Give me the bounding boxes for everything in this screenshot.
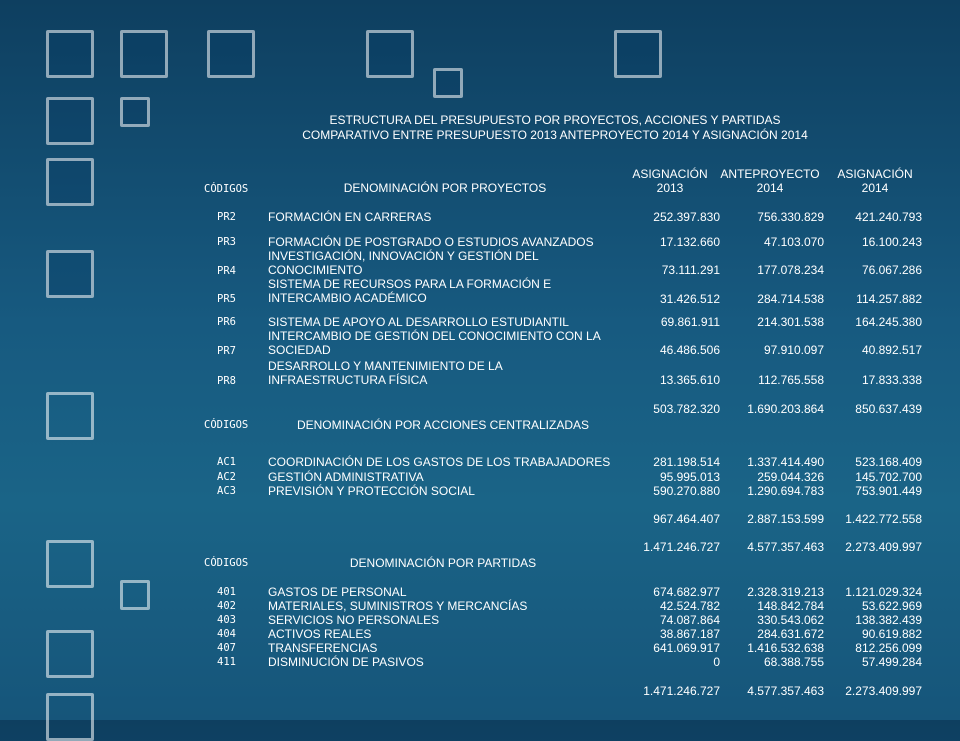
row-value-2013: 69.861.911 xyxy=(660,315,720,329)
row-value-anteproyecto: 756.330.829 xyxy=(757,210,824,224)
row-code: AC1 xyxy=(217,456,236,468)
row-value-2014: 16.100.243 xyxy=(861,235,922,249)
codigos-header: CÓDIGOS xyxy=(204,419,249,431)
row-code: 407 xyxy=(217,642,236,654)
row-value-anteproyecto: 330.543.062 xyxy=(757,613,824,627)
row-value-anteproyecto: 112.765.558 xyxy=(758,373,824,387)
row-code: PR3 xyxy=(217,236,236,248)
row-value-2014: 523.168.409 xyxy=(855,455,922,469)
row-value-2013: 641.069.917 xyxy=(653,641,720,655)
row-code: PR4 xyxy=(217,265,236,277)
row-code: PR8 xyxy=(217,375,236,387)
col3-header-line2: 2014 xyxy=(861,181,889,195)
projects-total-anteproyecto: 1.690.203.864 xyxy=(747,402,824,416)
section-items-header: DENOMINACIÓN POR PARTIDAS xyxy=(349,556,537,570)
row-value-2014: 57.499.284 xyxy=(861,655,922,669)
row-code: 402 xyxy=(217,600,236,612)
row-value-anteproyecto: 1.337.414.490 xyxy=(747,455,824,469)
row-value-2014: 1.121.029.324 xyxy=(845,585,922,599)
row-code: PR2 xyxy=(217,211,236,223)
projects-total-2013: 503.782.320 xyxy=(653,402,720,416)
row-name: COORDINACIÓN DE LOS GASTOS DE LOS TRABAJADORES xyxy=(268,455,611,469)
row-value-anteproyecto: 148.842.784 xyxy=(757,599,824,613)
decorative-square xyxy=(46,158,94,206)
row-name: SERVICIOS NO PERSONALES xyxy=(268,613,440,627)
row-value-anteproyecto: 284.631.672 xyxy=(757,627,824,641)
row-value-2013: 31.426.512 xyxy=(659,292,720,306)
row-value-2014: 421.240.793 xyxy=(855,210,922,224)
row-value-anteproyecto: 214.301.538 xyxy=(757,315,824,329)
row-code: PR5 xyxy=(217,293,236,305)
row-value-2013: 590.270.880 xyxy=(653,484,720,498)
decorative-square xyxy=(120,30,168,78)
row-value-2013: 281.198.514 xyxy=(653,455,720,469)
row-value-2013: 95.995.013 xyxy=(659,470,720,484)
decorative-square xyxy=(46,250,94,298)
col1-header-line1: ASIGNACIÓN xyxy=(632,167,708,181)
decorative-square xyxy=(433,68,463,98)
row-code: AC3 xyxy=(217,485,236,497)
row-name: PREVISIÓN Y PROTECCIÓN SOCIAL xyxy=(268,484,475,498)
decorative-square xyxy=(46,693,94,741)
row-value-2014: 53.622.969 xyxy=(861,599,922,613)
row-name: ACTIVOS REALES xyxy=(268,627,372,641)
decorative-square xyxy=(120,580,150,610)
row-name: TRANSFERENCIAS xyxy=(268,641,378,655)
row-value-anteproyecto: 47.103.070 xyxy=(763,235,824,249)
row-value-anteproyecto: 97.910.097 xyxy=(763,343,824,357)
title-line-1: ESTRUCTURA DEL PRESUPUESTO POR PROYECTOS, ACCIONES Y PARTIDAS xyxy=(329,113,781,127)
section-projects-header: DENOMINACIÓN POR PROYECTOS xyxy=(343,181,547,195)
row-name: MATERIALES, SUMINISTROS Y MERCANCÍAS xyxy=(268,599,528,613)
row-value-2013: 252.397.830 xyxy=(653,210,720,224)
row-value-2014: 17.833.338 xyxy=(861,373,922,387)
row-value-2014: 114.257.882 xyxy=(856,292,922,306)
grand-total-anteproyecto: 4.577.357.463 xyxy=(747,540,824,554)
codigos-header: CÓDIGOS xyxy=(204,183,249,195)
decorative-square xyxy=(366,30,414,78)
row-code: 401 xyxy=(217,586,236,598)
col2-header-line2: 2014 xyxy=(756,181,784,195)
row-name: SISTEMA DE RECURSOS PARA LA FORMACIÓN E INTERCAMBIO ACADÉMICO xyxy=(268,277,552,305)
section-actions-header: DENOMINACIÓN POR ACCIONES CENTRALIZADAS xyxy=(296,418,590,432)
row-value-2014: 90.619.882 xyxy=(861,627,922,641)
row-value-2013: 38.867.187 xyxy=(659,627,720,641)
row-code: 404 xyxy=(217,628,236,640)
title-line-2: COMPARATIVO ENTRE PRESUPUESTO 2013 ANTEPROYECTO 2014 Y ASIGNACIÓN 2014 xyxy=(302,128,808,142)
row-value-2013: 73.111.291 xyxy=(661,263,720,277)
row-code: AC2 xyxy=(217,471,236,483)
actions-total-2014: 1.422.772.558 xyxy=(845,512,922,526)
row-value-2013: 674.682.977 xyxy=(653,585,720,599)
row-code: PR6 xyxy=(217,316,236,328)
col3-header-line1: ASIGNACIÓN xyxy=(837,167,913,181)
row-value-anteproyecto: 1.416.532.638 xyxy=(747,641,824,655)
codigos-header: CÓDIGOS xyxy=(204,557,249,569)
row-value-2013: 46.486.506 xyxy=(659,343,720,357)
items-total-anteproyecto: 4.577.357.463 xyxy=(747,684,824,698)
row-value-anteproyecto: 68.388.755 xyxy=(763,655,824,669)
decorative-square xyxy=(46,30,94,78)
row-code: 411 xyxy=(217,656,236,668)
decorative-square xyxy=(207,30,255,78)
decorative-square xyxy=(614,30,662,78)
row-name: FORMACIÓN EN CARRERAS xyxy=(268,210,432,224)
items-total-2013: 1.471.246.727 xyxy=(643,684,720,698)
row-name: INTERCAMBIO DE GESTIÓN DEL CONOCIMIENTO CON LA SOCIEDAD xyxy=(268,329,601,357)
row-value-2014: 76.067.286 xyxy=(861,263,922,277)
grand-total-2013: 1.471.246.727 xyxy=(643,540,720,554)
row-value-2014: 164.245.380 xyxy=(855,315,922,329)
row-code: 403 xyxy=(217,614,236,626)
row-name: GESTIÓN ADMINISTRATIVA xyxy=(268,470,424,484)
row-value-2014: 753.901.449 xyxy=(855,484,922,498)
row-value-2013: 0 xyxy=(713,655,720,669)
row-name: DISMINUCIÓN DE PASIVOS xyxy=(268,655,424,669)
col2-header-line1: ANTEPROYECTO xyxy=(720,167,820,181)
row-value-2013: 13.365.610 xyxy=(659,373,720,387)
row-value-2013: 42.524.782 xyxy=(659,599,720,613)
row-value-anteproyecto: 284.714.538 xyxy=(757,292,824,306)
actions-total-anteproyecto: 2.887.153.599 xyxy=(747,512,824,526)
grand-total-2014: 2.273.409.997 xyxy=(845,540,922,554)
row-name: GASTOS DE PERSONAL xyxy=(268,585,407,599)
row-value-anteproyecto: 177.078.234 xyxy=(757,263,824,277)
row-name: SISTEMA DE APOYO AL DESARROLLO ESTUDIANTIL xyxy=(268,315,569,329)
row-value-2013: 74.087.864 xyxy=(659,613,720,627)
items-total-2014: 2.273.409.997 xyxy=(845,684,922,698)
row-value-anteproyecto: 1.290.694.783 xyxy=(747,484,824,498)
row-name: INVESTIGACIÓN, INNOVACIÓN Y GESTIÓN DEL CONOCIMIENTO xyxy=(268,249,539,277)
actions-total-2013: 967.464.407 xyxy=(653,512,720,526)
decorative-square xyxy=(46,392,94,440)
decorative-square xyxy=(46,540,94,588)
row-value-2014: 812.256.099 xyxy=(855,641,922,655)
row-value-2014: 40.892.517 xyxy=(861,343,922,357)
row-value-2013: 17.132.660 xyxy=(659,235,720,249)
row-name: FORMACIÓN DE POSTGRADO O ESTUDIOS AVANZADOS xyxy=(268,235,594,249)
row-value-anteproyecto: 2.328.319.213 xyxy=(747,585,824,599)
col1-header-line2: 2013 xyxy=(656,181,684,195)
row-name: DESARROLLO Y MANTENIMIENTO DE LA INFRAESTRUCTURA FÍSICA xyxy=(268,359,503,387)
row-code: PR7 xyxy=(217,345,236,357)
projects-total-2014: 850.637.439 xyxy=(855,402,922,416)
row-value-2014: 138.382.439 xyxy=(855,613,922,627)
row-value-anteproyecto: 259.044.326 xyxy=(757,470,824,484)
row-value-2014: 145.702.700 xyxy=(855,470,922,484)
decorative-square xyxy=(46,630,94,678)
